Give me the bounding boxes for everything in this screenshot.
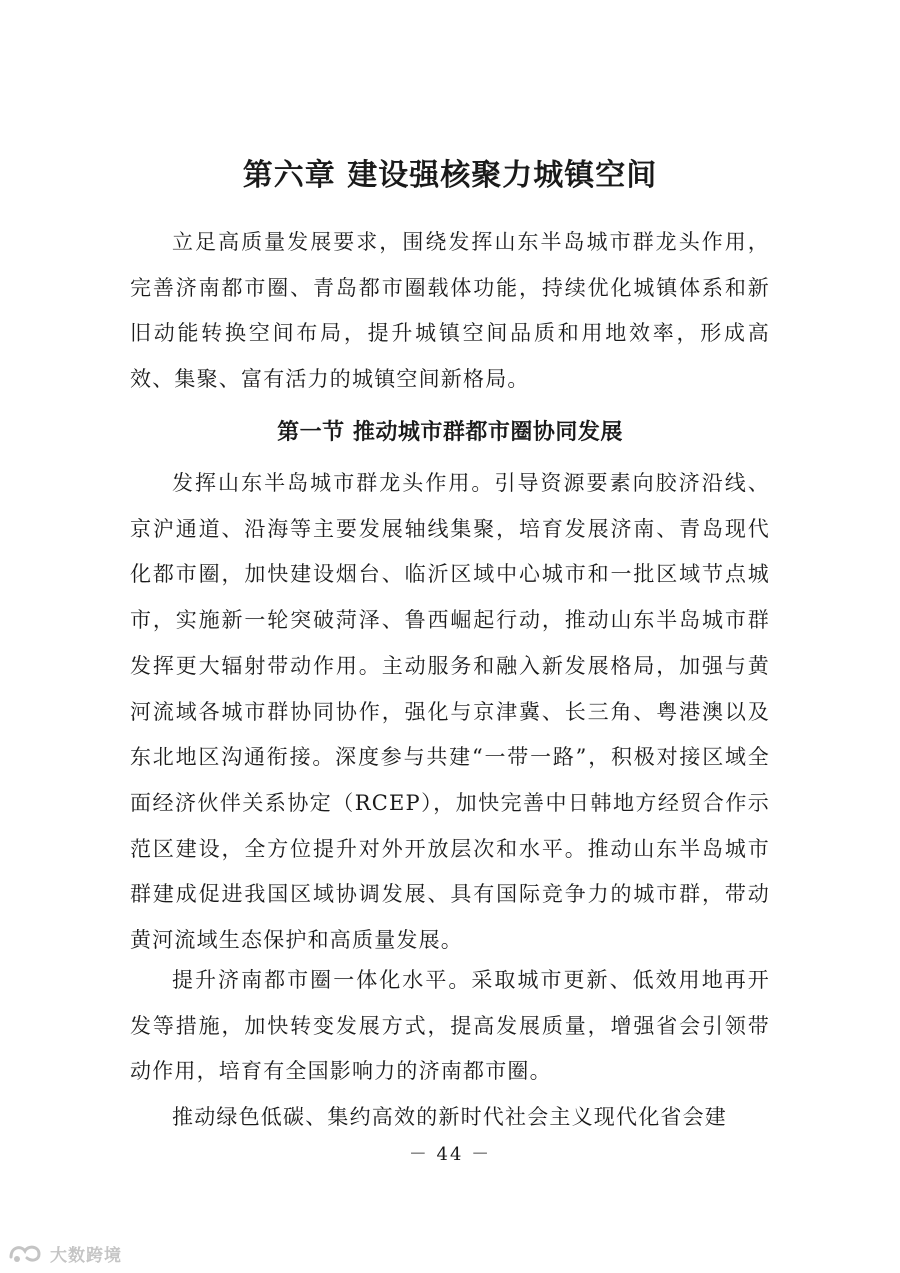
logo-icon [8, 1241, 44, 1265]
section-title: 第一节 推动城市群都市圈协同发展 [277, 420, 623, 445]
chapter-title: 第六章 建设强核聚力城镇空间 [242, 158, 658, 193]
intro-paragraph: 立足高质量发展要求，围绕发挥山东半岛城市群龙头作用，完善济南都市圈、青岛都市圈载体功能，持续优化城镇体系和新旧动能转换空间布局，提升城镇空间品质和用地效率，形成高效、集聚、富有活力的城镇空间新格局。 [130, 230, 770, 392]
paragraph-text: 引导资源要素向胶济沿线、京沪通道、沿海等主要发展轴线集聚，培育发展济南、青岛现代化都市圈，加快建设烟台、临沂区域中心城市和一批区域节点城市，实施新一轮突破菏泽、鲁西崛起行动，推动山东半岛城市群发挥更大辐射带动作用。主动服务和融入新发展格局，加强与黄河流域各城市群协同协作，强化与京津冀、长三角、粤港澳以及东北地区沟通衔接。深度参与共建“一带一路”，积极对接区域全面经济伙伴关系协定（RCEP），加快完善中日韩地方经贸合作示范区建设，全方位提升对外开放层次和水平。推动山东半岛城市群建成促进我国区域协调发展、具有国际竞争力的城市群，带动黄河流域生态保护和高质量发展。 [130, 471, 770, 953]
paragraph-3 [130, 1095, 770, 1141]
paragraph-text: 推动绿色低碳、集约高效的新时代社会主义现代化省会建 [172, 1105, 727, 1129]
paragraph-lead: 发挥山东半岛城市群龙头作用。 [172, 471, 495, 495]
paragraph-1 [130, 461, 770, 964]
paragraph-lead: 提升济南都市圈一体化水平。 [172, 968, 472, 992]
watermark-text: 大数跨境 [50, 1245, 122, 1266]
page-number: － 44 － [408, 1144, 492, 1165]
watermark [8, 1238, 122, 1268]
paragraph-text: 采取城市更新、低效用地再开发等措施，加快转变发展方式，提高发展质量，增强省会引领带动作用，培育有全国影响力的济南都市圈。 [130, 968, 770, 1084]
paragraph-2 [130, 958, 770, 1095]
